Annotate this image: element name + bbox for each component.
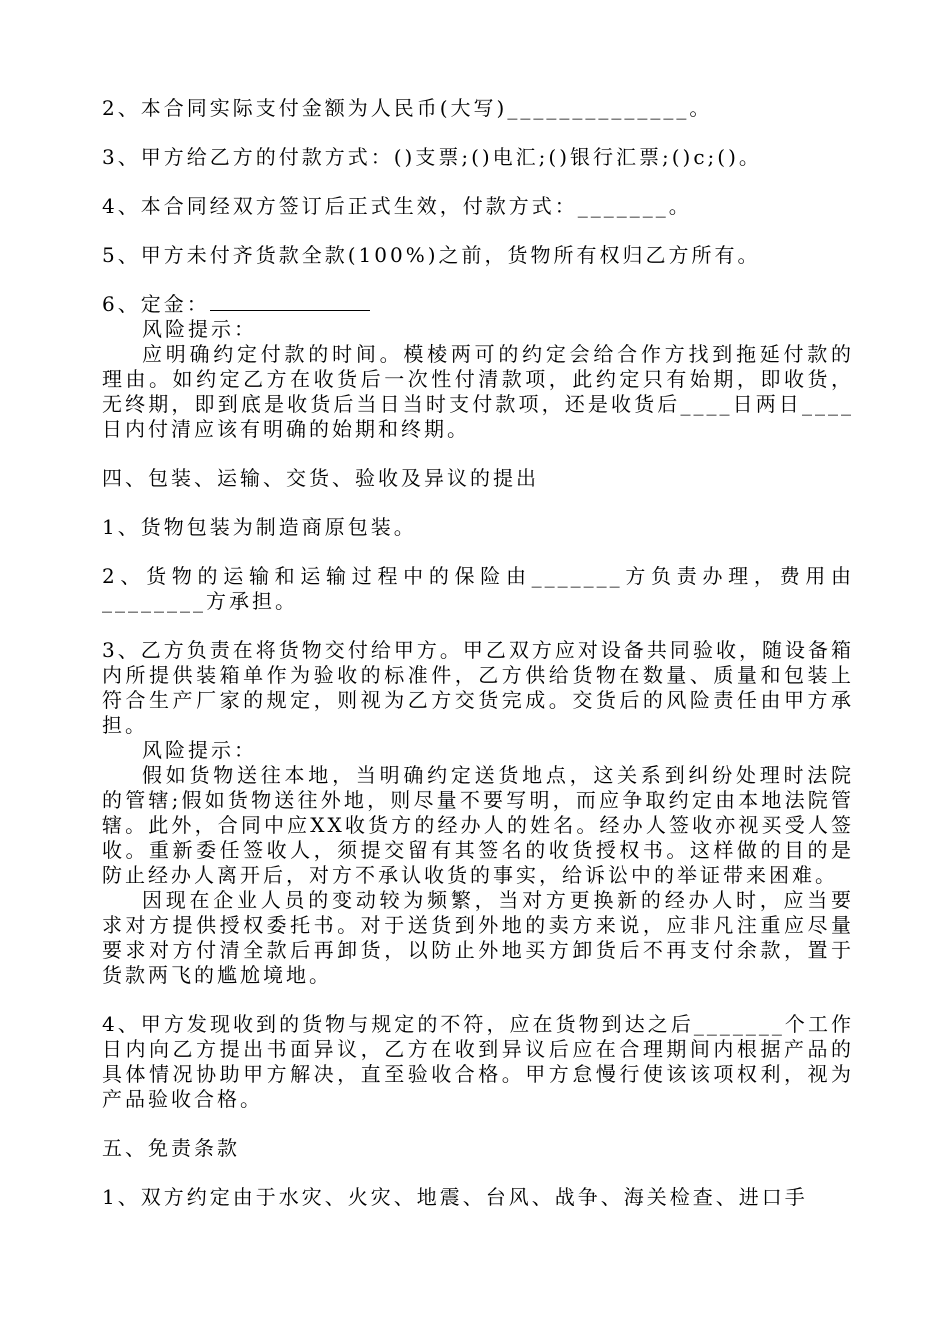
section-five-heading: 五、免责条款 — [102, 1136, 240, 1160]
delivery-clause: 3、乙方负责在将货物交付给甲方。甲乙双方应对设备共同验收，随设备箱内所提供装箱单作为验收的标准件，乙方供给货物在数量、质量和包装上符合生产厂家的规定，则视为乙方交货完成。交货后的风险责任由甲方承担。 — [102, 638, 854, 737]
deposit-label: 6、定金： — [102, 292, 210, 316]
document-page — [102, 96, 854, 1210]
deposit-clause — [102, 292, 854, 317]
objection-clause: 4、甲方发现收到的货物与规定的不符，应在货物到达之后_______个工作日内向乙方提出书面异议，乙方在收到异议后应在合理期间内根据产品的具体情况协助甲方解决，直至验收合格。甲方怠慢行使该该项权利，视为产品验收合格。 — [102, 1012, 854, 1111]
risk-text-payment-timing: 应明确约定付款的时间。模棱两可的约定会给合作方找到拖延付款的理由。如约定乙方在收货后一次性付清款项，此约定只有始期，即收货，无终期，即到底是收货后当日当时支付款项，还是收货后____日两日____日内付清应该有明确的始期和终期。 — [102, 342, 854, 441]
force-majeure-clause: 1、双方约定由于水灾、火灾、地震、台风、战争、海关检查、进口手 — [102, 1185, 808, 1209]
section-four-heading: 四、包装、运输、交货、验收及异议的提出 — [102, 466, 539, 490]
payment-method-clause: 3、甲方给乙方的付款方式：()支票;()电汇;()银行汇票;()c;()。 — [102, 145, 762, 169]
risk-label-2: 风险提示： — [142, 738, 257, 762]
transport-clause: 2、货物的运输和运输过程中的保险由_______方负责办理，费用由________方承担。 — [102, 564, 854, 613]
ownership-clause: 5、甲方未付齐货款全款(100%)之前，货物所有权归乙方所有。 — [102, 243, 761, 267]
risk-text-delivery-location: 假如货物送往本地，当明确约定送货地点，这关系到纠纷处理时法院的管辖;假如货物送往外地，则尽量不要写明，而应争取约定由本地法院管辖。此外，合同中应XX收货方的经办人的姓名。经办人签收亦视买受人签收。重新委任签收人，须提交留有其签名的收货授权书。这样做的目的是防止经办人离开后，对方不承认收货的事实，给诉讼中的举证带来困难。 — [102, 763, 854, 887]
risk-text-personnel-change: 因现在企业人员的变动较为频繁，当对方更换新的经办人时，应当要求对方提供授权委托书。对于送货到外地的卖方来说，应非凡注重应尽量要求对方付清全款后再卸货，以防止外地买方卸货后不再支付余款，置于货款两飞的尴尬境地。 — [102, 888, 854, 987]
effective-clause: 4、本合同经双方签订后正式生效，付款方式：_______。 — [102, 194, 692, 218]
risk-label-1: 风险提示： — [142, 317, 257, 341]
packaging-clause: 1、货物包装为制造商原包装。 — [102, 515, 417, 539]
payment-amount-clause: 2、本合同实际支付金额为人民币(大写)______________。 — [102, 96, 713, 120]
deposit-blank-line — [210, 292, 370, 311]
